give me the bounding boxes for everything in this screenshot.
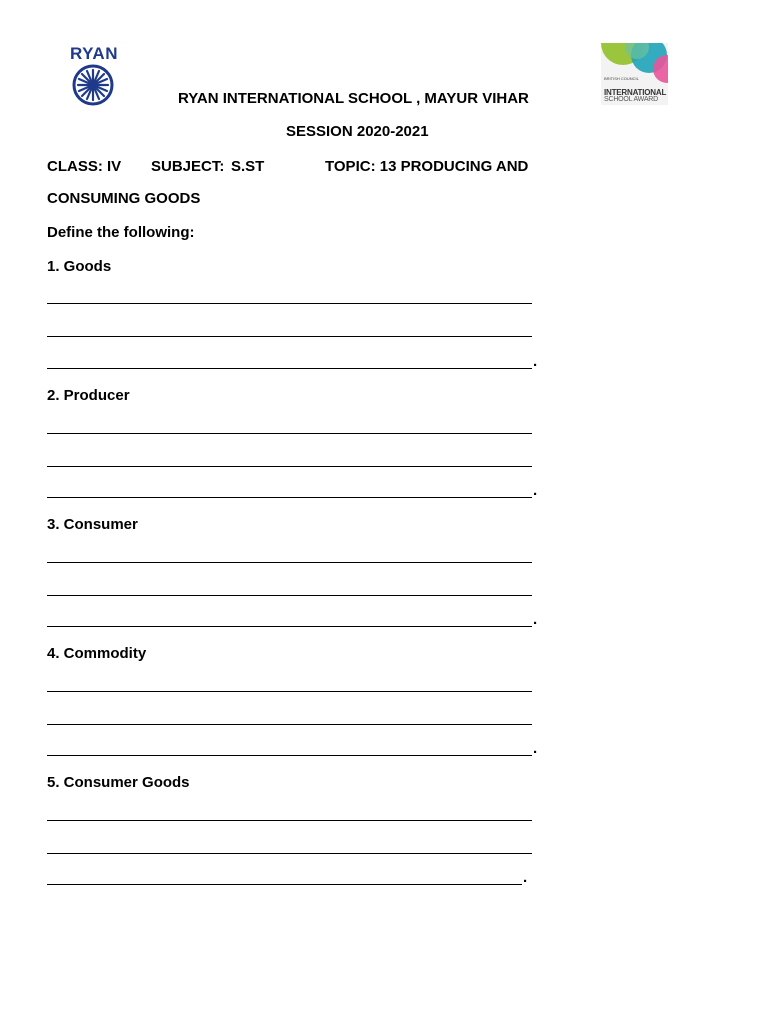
answer-line[interactable] xyxy=(47,626,532,627)
question-label: 4. Commodity xyxy=(47,645,147,662)
answer-line[interactable] xyxy=(47,755,532,756)
class-label: CLASS: IV xyxy=(47,158,122,175)
question-label: 5. Consumer Goods xyxy=(47,774,190,791)
award-small-text: BRITISH COUNCIL xyxy=(604,76,639,81)
award-subtitle: SCHOOL AWARD xyxy=(604,96,658,103)
answer-line[interactable] xyxy=(47,433,532,434)
school-name: RYAN INTERNATIONAL SCHOOL , MAYUR VIHAR xyxy=(178,90,529,107)
ryan-logo xyxy=(55,44,131,106)
topic-line-2: CONSUMING GOODS xyxy=(47,190,201,207)
answer-line[interactable] xyxy=(47,884,522,885)
international-school-award-logo xyxy=(601,43,668,105)
answer-line[interactable] xyxy=(47,466,532,467)
answer-line[interactable] xyxy=(47,368,532,369)
line-end-mark: . xyxy=(533,611,538,628)
answer-line[interactable] xyxy=(47,724,532,725)
question-label: 3. Consumer xyxy=(47,516,138,533)
line-end-mark: . xyxy=(533,482,538,499)
line-end-mark: . xyxy=(533,353,538,370)
ryan-emblem-icon xyxy=(61,60,125,106)
line-end-mark: . xyxy=(533,740,538,757)
answer-line[interactable] xyxy=(47,691,532,692)
answer-line[interactable] xyxy=(47,303,532,304)
ryan-logo-text: RYAN xyxy=(70,44,118,63)
answer-line[interactable] xyxy=(47,336,532,337)
award-title: INTERNATIONAL xyxy=(604,88,667,97)
question-label: 2. Producer xyxy=(47,387,130,404)
session: SESSION 2020-2021 xyxy=(286,123,429,140)
line-end-mark: . xyxy=(523,869,528,886)
instruction: Define the following: xyxy=(47,224,195,241)
answer-line[interactable] xyxy=(47,820,532,821)
subject-label: SUBJECT: xyxy=(151,158,225,175)
question-label: 1. Goods xyxy=(47,258,112,275)
subject-value: S.ST xyxy=(231,158,265,175)
answer-line[interactable] xyxy=(47,595,532,596)
answer-line[interactable] xyxy=(47,562,532,563)
answer-line[interactable] xyxy=(47,853,532,854)
topic-line-1: TOPIC: 13 PRODUCING AND xyxy=(325,158,529,175)
answer-line[interactable] xyxy=(47,497,532,498)
